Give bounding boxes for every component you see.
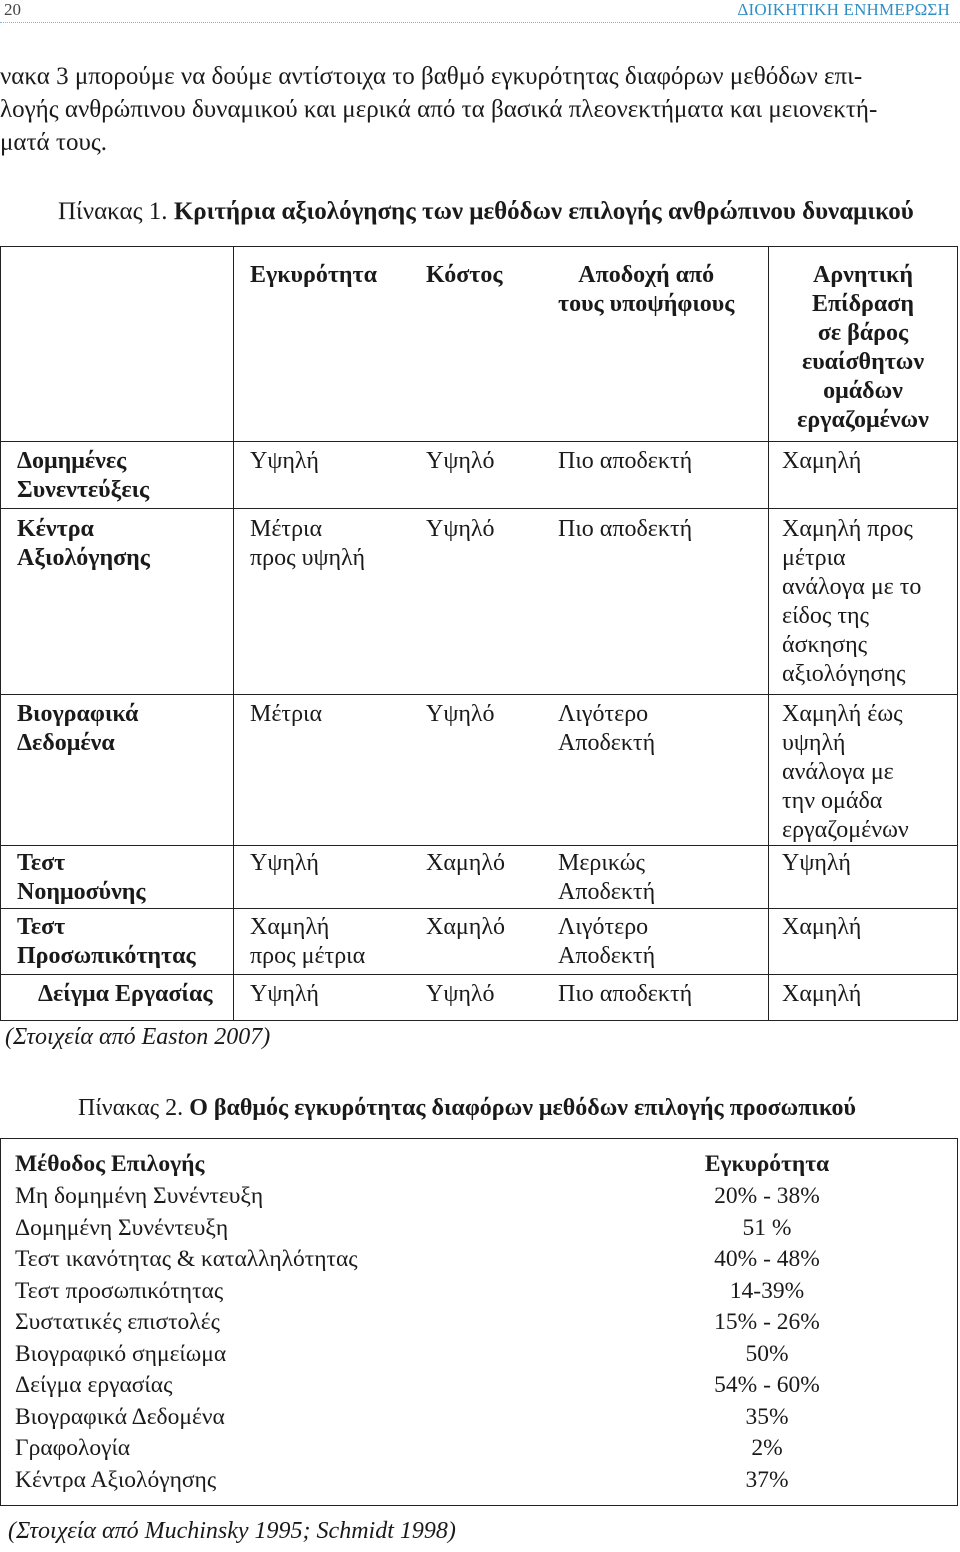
table-row — [15, 1276, 957, 1308]
table-row — [15, 1307, 957, 1339]
table2-source: (Στοιχεία από Muchinsky 1995; Schmidt 1998) — [8, 1518, 456, 1544]
validity-cell: 37% — [745, 1466, 789, 1493]
row-impact: Χαμηλή έως υψηλή ανάλογα με την ομάδα εργαζομένων — [782, 701, 909, 843]
validity-cell: 40% - 48% — [714, 1246, 820, 1272]
header-validity: Εγκυρότητα — [250, 262, 378, 288]
method-cell: Τεστ προσωπικότητας — [15, 1277, 224, 1304]
row-method: Δομημένες Συνεντεύξεις — [17, 448, 150, 503]
table1-row-divider — [1, 441, 957, 442]
validity-cell: 50% — [745, 1340, 789, 1367]
row-cost: Χαμηλό — [426, 914, 505, 940]
validity-cell: 54% - 60% — [714, 1372, 820, 1398]
header-impact: Αρνητική Επίδραση σε βάρος ευαίσθητων ομάδων εργαζομένων — [797, 262, 929, 433]
table-row — [15, 1181, 957, 1213]
table1-row-divider — [1, 974, 957, 975]
row-acceptance: Πιο αποδεκτή — [558, 516, 693, 542]
method-cell: Μη δομημένη Συνέντευξη — [15, 1183, 264, 1209]
table2-caption-label: Πίνακας 2. — [78, 1095, 184, 1121]
row-validity: Μέτρια — [250, 701, 323, 727]
row-cost: Χαμηλό — [426, 850, 505, 876]
validity-cell: 51 % — [742, 1214, 792, 1241]
validity-cell: 15% - 26% — [714, 1309, 820, 1335]
validity-cell: 20% - 38% — [714, 1183, 820, 1209]
intro-paragraph — [0, 60, 960, 159]
page-number: 20 — [4, 0, 21, 19]
table2-caption — [78, 1095, 856, 1122]
table2 — [0, 1138, 958, 1506]
row-acceptance: Λιγότερο Αποδεκτή — [558, 914, 656, 969]
table1-row-divider — [1, 508, 957, 509]
page-header — [0, 0, 960, 24]
validity-cell: 2% — [751, 1435, 783, 1461]
row-cost: Υψηλό — [426, 448, 495, 474]
intro-line: νακα 3 μπορούμε να δούμε αντίστοιχα το βαθμό εγκυρότητας διαφόρων μεθόδων επι- — [0, 63, 863, 90]
method-cell: Γραφολογία — [15, 1435, 131, 1461]
table1-source: (Στοιχεία από Easton 2007) — [5, 1024, 271, 1050]
table-row — [15, 1465, 957, 1497]
row-method: Κέντρα Αξιολόγησης — [17, 516, 150, 571]
header-validity: Εγκυρότητα — [704, 1151, 830, 1177]
method-cell: Κέντρα Αξιολόγησης — [15, 1466, 217, 1493]
intro-line: λογής ανθρώπινου δυναμικού και μερικά από τα βασικά πλεονεκτήματα και μειονεκτή- — [0, 96, 878, 123]
row-acceptance: Πιο αποδεκτή — [558, 448, 693, 474]
row-validity: Υψηλή — [250, 850, 319, 876]
row-method: Τεστ Προσωπικότητας — [17, 914, 196, 969]
row-method: Τεστ Νοημοσύνης — [17, 850, 146, 905]
row-impact: Χαμηλή — [782, 448, 862, 474]
table1-row-divider — [1, 845, 957, 846]
header-rule — [0, 22, 960, 23]
row-acceptance: Λιγότερο Αποδεκτή — [558, 701, 656, 756]
header-method: Μέθοδος Επιλογής — [15, 1151, 205, 1177]
row-method: Δείγμα Εργασίας — [38, 981, 213, 1007]
method-cell: Τεστ ικανότητας & καταλληλότητας — [15, 1246, 358, 1272]
row-validity: Χαμηλή προς μέτρια — [250, 914, 366, 969]
row-impact: Χαμηλή προς μέτρια ανάλογα με το είδος της άσκησης αξιολόγησης — [782, 516, 922, 687]
row-acceptance: Μερικώς Αποδεκτή — [558, 850, 656, 905]
method-cell: Συστατικές επιστολές — [15, 1309, 220, 1335]
table1-caption-title: Κριτήρια αξιολόγησης των μεθόδων επιλογής ανθρώπινου δυναμικού — [173, 198, 914, 225]
table-row — [15, 1402, 957, 1434]
row-cost: Υψηλό — [426, 516, 495, 542]
method-cell: Δείγμα εργασίας — [15, 1372, 173, 1398]
table1-caption — [58, 198, 914, 226]
table2-header-row — [15, 1149, 957, 1181]
table-row — [15, 1339, 957, 1371]
validity-cell: 35% — [745, 1403, 789, 1430]
row-impact: Υψηλή — [782, 850, 851, 876]
table-row — [15, 1213, 957, 1245]
header-acceptance: Αποδοχή από τους υποψήφιους — [558, 262, 735, 317]
method-cell: Βιογραφικά Δεδομένα — [15, 1403, 225, 1430]
intro-line: ματά τους. — [0, 129, 107, 156]
table1-caption-label: Πίνακας 1. — [58, 198, 168, 225]
method-cell: Δομημένη Συνέντευξη — [15, 1214, 229, 1241]
row-acceptance: Πιο αποδεκτή — [558, 981, 693, 1007]
row-cost: Υψηλό — [426, 981, 495, 1007]
table1-col-divider — [233, 247, 234, 1020]
row-validity: Υψηλή — [250, 981, 319, 1007]
table1-row-divider — [1, 694, 957, 695]
running-title: ΔΙΟΙΚΗΤΙΚΗ ΕΝΗΜΕΡΩΣΗ — [737, 0, 950, 19]
validity-cell: 14-39% — [729, 1277, 805, 1304]
header-cost: Κόστος — [426, 262, 503, 288]
table1-row-divider — [1, 908, 957, 909]
table1 — [0, 246, 958, 1021]
table-row — [15, 1244, 957, 1276]
table2-caption-title: Ο βαθμός εγκυρότητας διαφόρων μεθόδων επιλογής προσωπικού — [189, 1095, 856, 1121]
row-cost: Υψηλό — [426, 701, 495, 727]
method-cell: Βιογραφικό σημείωμα — [15, 1340, 227, 1367]
row-method: Βιογραφικά Δεδομένα — [17, 701, 139, 756]
row-validity: Μέτρια προς υψηλή — [250, 516, 366, 571]
row-validity: Υψηλή — [250, 448, 319, 474]
table-row — [15, 1433, 957, 1465]
row-impact: Χαμηλή — [782, 981, 862, 1007]
row-impact: Χαμηλή — [782, 914, 862, 940]
table-row — [15, 1370, 957, 1402]
table1-col-divider — [768, 247, 769, 1020]
